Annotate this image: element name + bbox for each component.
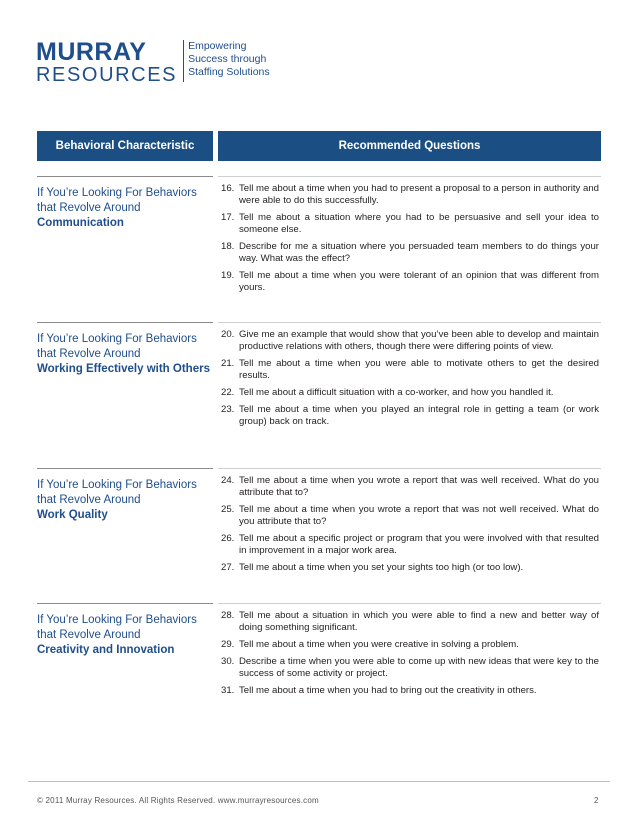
section-lead bbox=[37, 478, 213, 523]
question-text: Tell me about a time when you wrote a report that was well received. What do you attribute that to? bbox=[239, 475, 599, 498]
section-lead bbox=[37, 613, 213, 658]
logo-divider bbox=[183, 40, 184, 82]
logo-line-resources: RESOURCES bbox=[36, 64, 178, 86]
footer-copyright: © 2011 Murray Resources. All Rights Reserved. www.murrayresources.com bbox=[37, 796, 319, 805]
lead-line-2: that Revolve Around bbox=[37, 629, 141, 641]
question-number: 26. bbox=[221, 533, 235, 544]
question-number: 28. bbox=[221, 610, 235, 621]
question-item bbox=[221, 404, 599, 428]
question-number: 16. bbox=[221, 183, 235, 194]
question-item bbox=[221, 183, 599, 207]
company-logo bbox=[36, 40, 270, 86]
question-number: 30. bbox=[221, 656, 235, 667]
logo-wordmark bbox=[36, 40, 177, 86]
question-text: Tell me about a time when you wrote a report that was not well received. What do you attribute that to? bbox=[239, 504, 599, 527]
question-number: 23. bbox=[221, 404, 235, 415]
question-text: Tell me about a specific project or program that you were involved with that resulted in improvement in a major work area. bbox=[239, 533, 599, 556]
tagline-line-3: Staffing Solutions bbox=[188, 66, 270, 78]
question-number: 29. bbox=[221, 639, 235, 650]
lead-line-1: If You’re Looking For Behaviors bbox=[37, 614, 197, 626]
question-text: Tell me about a situation in which you were able to find a new and better way of doing something significant. bbox=[239, 610, 599, 633]
question-item bbox=[221, 475, 599, 499]
question-item bbox=[221, 270, 599, 294]
question-item bbox=[221, 639, 599, 651]
question-item bbox=[221, 533, 599, 557]
section-divider-left bbox=[37, 468, 213, 469]
tagline-line-2: Success through bbox=[188, 53, 267, 65]
question-item bbox=[221, 656, 599, 680]
section-divider-right bbox=[218, 322, 601, 323]
question-item bbox=[221, 562, 599, 574]
section-lead bbox=[37, 332, 213, 377]
question-item bbox=[221, 241, 599, 265]
logo-tagline bbox=[188, 40, 270, 79]
lead-line-2: that Revolve Around bbox=[37, 348, 141, 360]
question-item bbox=[221, 212, 599, 236]
question-text: Tell me about a time when you had to bring out the creativity in others. bbox=[239, 685, 537, 696]
lead-line-1: If You’re Looking For Behaviors bbox=[37, 479, 197, 491]
lead-line-2: that Revolve Around bbox=[37, 202, 141, 214]
question-item bbox=[221, 610, 599, 634]
question-text: Give me an example that would show that you’ve been able to develop and maintain productive relations with others, though there were differing points of view. bbox=[239, 329, 599, 352]
question-item bbox=[221, 685, 599, 697]
question-number: 22. bbox=[221, 387, 235, 398]
section-work-quality bbox=[37, 468, 601, 598]
question-number: 27. bbox=[221, 562, 235, 573]
section-divider-left bbox=[37, 603, 213, 604]
lead-line-1: If You’re Looking For Behaviors bbox=[37, 187, 197, 199]
question-text: Tell me about a time when you had to present a proposal to a person in authority and were able to do this successfully. bbox=[239, 183, 599, 206]
question-text: Tell me about a situation where you had to be persuasive and sell your idea to someone else. bbox=[239, 212, 599, 235]
question-text: Tell me about a time when you played an integral role in getting a team (or work group) back on track. bbox=[239, 404, 599, 427]
question-number: 20. bbox=[221, 329, 235, 340]
question-text: Describe for me a situation where you persuaded team members to do things your way. What was the effect? bbox=[239, 241, 599, 264]
question-text: Tell me about a time when you set your sights too high (or too low). bbox=[239, 562, 524, 573]
section-working-with-others bbox=[37, 322, 601, 462]
question-text: Describe a time when you were able to come up with new ideas that were key to the success of some activity or project. bbox=[239, 656, 599, 679]
question-number: 24. bbox=[221, 475, 235, 486]
question-number: 25. bbox=[221, 504, 235, 515]
section-topic: Creativity and Innovation bbox=[37, 644, 175, 656]
section-divider-right bbox=[218, 176, 601, 177]
question-text: Tell me about a difficult situation with a co-worker, and how you handled it. bbox=[239, 387, 554, 398]
question-list bbox=[221, 329, 599, 433]
question-list bbox=[221, 610, 599, 702]
section-topic: Work Quality bbox=[37, 509, 108, 521]
section-divider-right bbox=[218, 603, 601, 604]
question-number: 18. bbox=[221, 241, 235, 252]
section-divider-left bbox=[37, 176, 213, 177]
question-item bbox=[221, 358, 599, 382]
tagline-line-1: Empowering bbox=[188, 40, 247, 52]
section-divider-right bbox=[218, 468, 601, 469]
question-number: 31. bbox=[221, 685, 235, 696]
question-text: Tell me about a time when you were tolerant of an opinion that was different from yours. bbox=[239, 270, 599, 293]
question-number: 21. bbox=[221, 358, 235, 369]
footer-divider bbox=[28, 781, 610, 782]
section-communication bbox=[37, 176, 601, 306]
question-list bbox=[221, 183, 599, 299]
section-creativity bbox=[37, 603, 601, 733]
lead-line-2: that Revolve Around bbox=[37, 494, 141, 506]
column-header-characteristic: Behavioral Characteristic bbox=[37, 131, 213, 161]
question-item bbox=[221, 504, 599, 528]
column-header-questions: Recommended Questions bbox=[218, 131, 601, 161]
question-text: Tell me about a time when you were able to motivate others to get the desired results. bbox=[239, 358, 599, 381]
question-item bbox=[221, 387, 599, 399]
question-list bbox=[221, 475, 599, 579]
section-divider-left bbox=[37, 322, 213, 323]
logo-line-murray: MURRAY bbox=[36, 38, 147, 66]
question-item bbox=[221, 329, 599, 353]
question-text: Tell me about a time when you were creative in solving a problem. bbox=[239, 639, 519, 650]
lead-line-1: If You’re Looking For Behaviors bbox=[37, 333, 197, 345]
question-number: 19. bbox=[221, 270, 235, 281]
section-topic: Communication bbox=[37, 217, 124, 229]
section-topic: Working Effectively with Others bbox=[37, 363, 210, 375]
section-lead bbox=[37, 186, 213, 231]
page-number: 2 bbox=[594, 796, 599, 805]
question-number: 17. bbox=[221, 212, 235, 223]
